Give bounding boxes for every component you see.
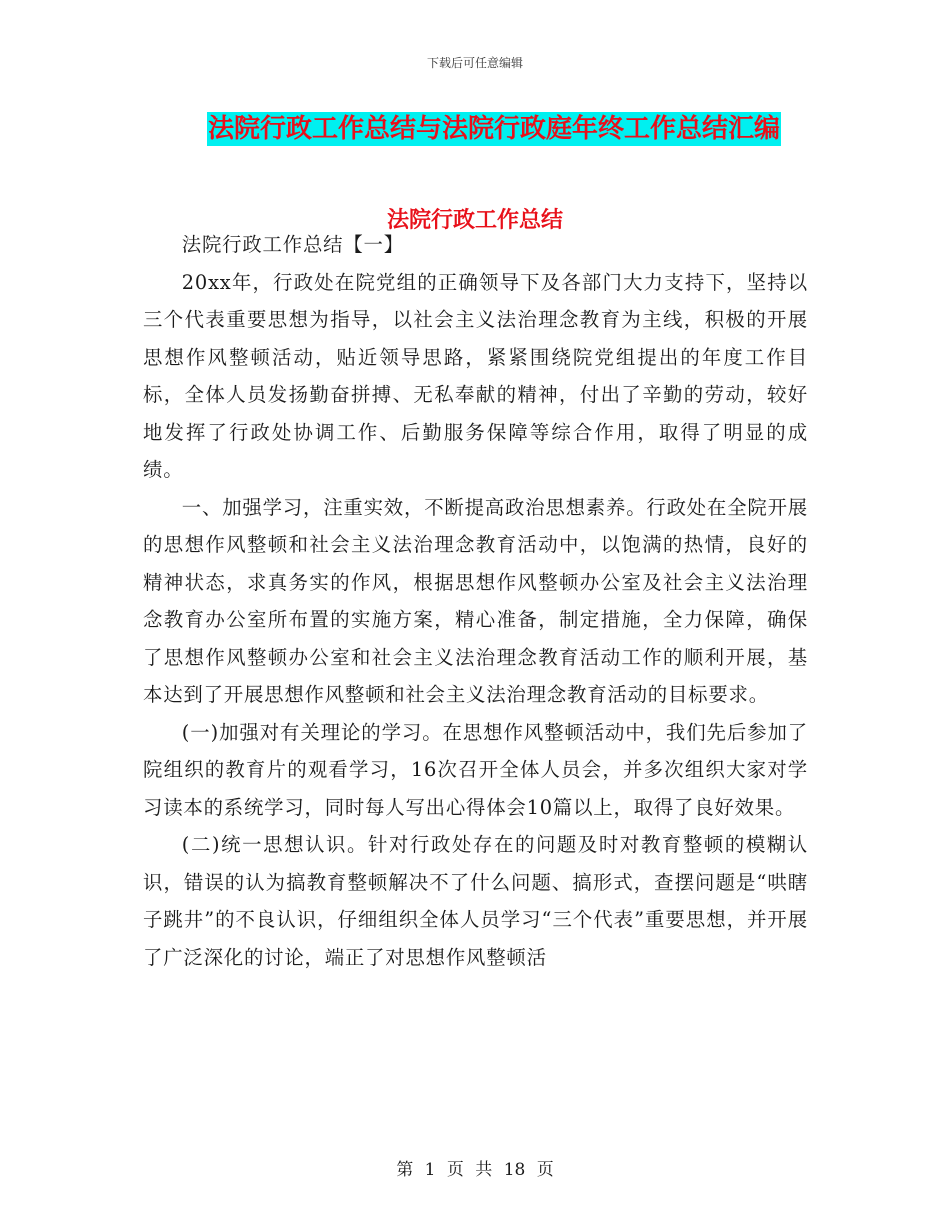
page-footer: 第 1 页 共 18 页 bbox=[396, 1160, 554, 1180]
paragraph-subheading: 法院行政工作总结【一】 bbox=[181, 233, 404, 256]
section-title: 法院行政工作总结 bbox=[386, 208, 563, 233]
paragraph: 20xx年，行政处在院党组的正确领导下及各部门大力支持下，坚持以三个代表重要思想为指导，以社会主义法治理念教育为主线，积极的开展思想作风整顿活动，贴近领导思路，紧紧围绕院党组提出的年度工作目标，全体人员发扬勤奋拼搏、无私奉献的精神，付出了辛勤的劳动，较好地发挥了行政处协调工作、后勤服务保障等综合作用，取得了明显的成绩。 bbox=[143, 270, 808, 481]
paragraph: 一、加强学习，注重实效，不断提高政治思想素养。行政处在全院开展的思想作风整顿和社会主义法治理念教育活动中，以饱满的热情，良好的精神状态，求真务实的作风，根据思想作风整顿办公室及社会主义法治理念教育办公室所布置的实施方案，精心准备，制定措施，全力保障，确保了思想作风整顿办公室和社会主义法治理念教育活动工作的顺利开展，基本达到了开展思想作风整顿和社会主义法治理念教育活动的目标要求。 bbox=[143, 495, 808, 706]
document-body bbox=[143, 226, 808, 976]
paragraph: (一)加强对有关理论的学习。在思想作风整顿活动中，我们先后参加了院组织的教育片的观看学习，16次召开全体人员会，并多次组织大家对学习读本的系统学习，同时每人写出心得体会10篇以上，取得了良好效果。 bbox=[143, 720, 808, 819]
header-note: 下载后可任意编辑 bbox=[426, 56, 523, 70]
document-main-title: 法院行政工作总结与法院行政庭年终工作总结汇编 bbox=[208, 114, 781, 144]
paragraph: (二)统一思想认识。针对行政处存在的问题及时对教育整顿的模糊认识，错误的认为搞教育整顿解决不了什么问题、搞形式，查摆问题是“哄瞎子跳井”的不良认识，仔细组织全体人员学习“三个代表”重要思想，并开展了广泛深化的讨论，端正了对思想作风整顿活 bbox=[143, 833, 808, 969]
